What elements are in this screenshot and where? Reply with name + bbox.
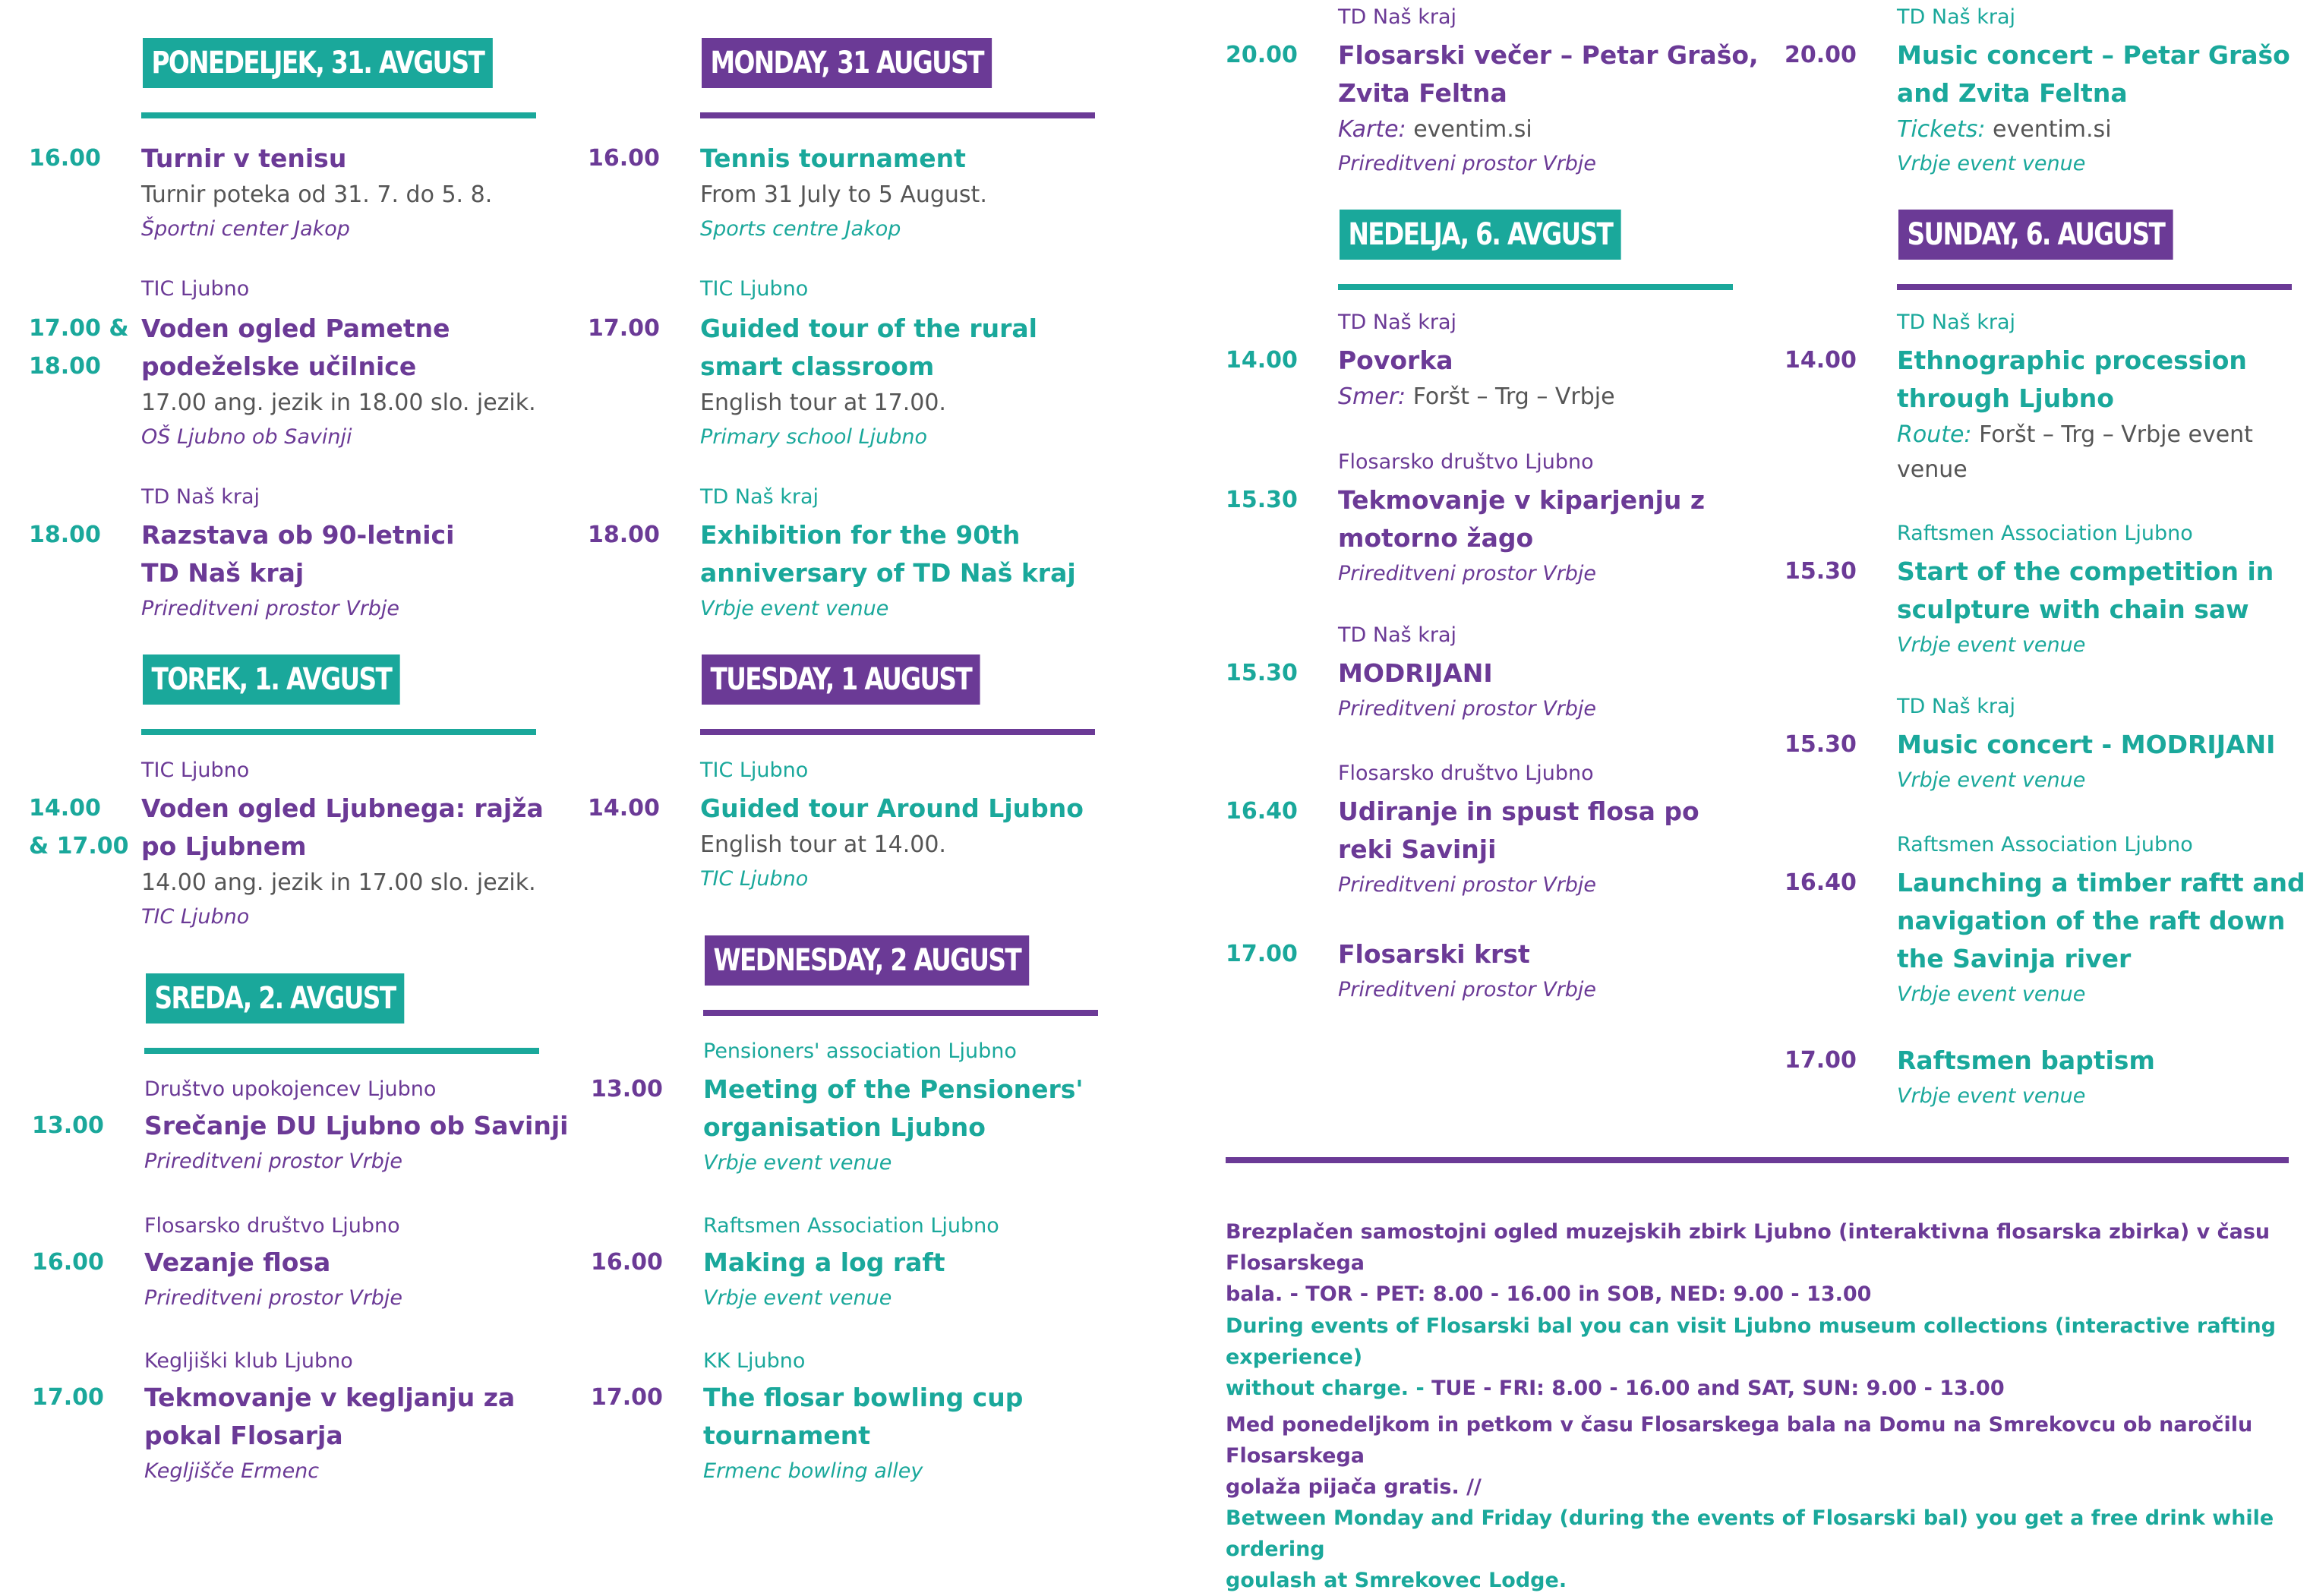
- footer-line: Med ponedeljkom in petkom v času Flosarskega bala na Domu na Smrekovcu ob naročilu Flosarskega: [1226, 1413, 2253, 1468]
- divider: [1338, 284, 1733, 290]
- event-organizer: Raftsmen Association Ljubno: [1897, 833, 2193, 856]
- footer-line: golaža pijača gratis. //: [1226, 1475, 1482, 1499]
- event: [700, 310, 1110, 454]
- event-title: Zvita Feltna: [1338, 78, 1507, 108]
- event-title: sculpture with chain saw: [1897, 595, 2249, 624]
- event-organizer: TD Naš kraj: [141, 485, 260, 509]
- event-title: anniversary of TD Naš kraj: [700, 558, 1076, 588]
- event-title: Flosarski krst: [1338, 939, 1530, 969]
- event-time: & 17.00: [29, 833, 129, 860]
- event: [144, 1107, 570, 1178]
- event: [703, 1071, 1128, 1180]
- event: [1338, 935, 1748, 1007]
- header-sl-sunday: NEDELJA, 6. AVGUST: [1340, 210, 1621, 260]
- event-title: Launching a timber raftt and: [1897, 868, 2305, 897]
- event-title: Raftsmen baptism: [1897, 1046, 2155, 1075]
- event-time: 20.00: [1785, 42, 1857, 68]
- event-organizer: Raftsmen Association Ljubno: [1897, 522, 2193, 545]
- event-title: Turnir v tenisu: [141, 144, 347, 173]
- route-value: Foršt – Trg – Vrbje: [1406, 383, 1615, 410]
- event-title: Tennis tournament: [700, 144, 966, 173]
- event: [1897, 864, 2307, 1011]
- event-organizer: Pensioners' association Ljubno: [703, 1039, 1017, 1063]
- tickets-value: eventim.si: [1985, 116, 2112, 143]
- event-time: 14.00: [588, 795, 660, 822]
- event-title: Flosarski večer – Petar Grašo,: [1338, 40, 1759, 70]
- event-organizer: Kegljiški klub Ljubno: [144, 1349, 353, 1373]
- event-title: navigation of the raft down: [1897, 906, 2286, 935]
- event-time: 15.30: [1226, 660, 1298, 686]
- event-organizer: Raftsmen Association Ljubno: [703, 1214, 999, 1238]
- divider: [144, 1048, 539, 1054]
- event-organizer: Flosarsko društvo Ljubno: [1338, 762, 1594, 785]
- tickets-value: eventim.si: [1406, 116, 1532, 143]
- event-time: 17.00: [1785, 1047, 1857, 1074]
- event-route: [1897, 418, 2307, 453]
- event-location: TIC Ljubno: [700, 867, 809, 891]
- event-title: organisation Ljubno: [703, 1112, 986, 1142]
- event: [141, 790, 566, 934]
- event-location: Prireditveni prostor Vrbje: [1338, 562, 1597, 585]
- event-desc: 14.00 ang. jezik in 17.00 slo. jezik.: [141, 869, 536, 896]
- event-title: and Zvita Feltna: [1897, 78, 2128, 108]
- event: [703, 1379, 1113, 1488]
- event-location: OŠ Ljubno ob Savinji: [141, 425, 352, 449]
- event: [144, 1244, 554, 1315]
- event-title: the Savinja river: [1897, 944, 2132, 973]
- event-time: 13.00: [32, 1112, 104, 1139]
- divider: [141, 729, 536, 735]
- event-title: through Ljubno: [1897, 383, 2114, 413]
- event: [700, 140, 1110, 246]
- event-location: Prireditveni prostor Vrbje: [1338, 152, 1597, 175]
- event-title: Voden ogled Ljubnega: rajža: [141, 793, 544, 823]
- footer-text: TUE - FRI: 8.00 - 16.00 and SAT, SUN: 9.00 - 13.00: [1431, 1377, 2005, 1400]
- event-title: TD Naš kraj: [141, 558, 305, 588]
- header-sl-wednesday: SREDA, 2. AVGUST: [146, 973, 404, 1024]
- event-route-continued: venue: [1897, 456, 1968, 483]
- event: [144, 1379, 554, 1488]
- event-organizer: TIC Ljubno: [141, 277, 250, 301]
- event: [1897, 726, 2307, 797]
- header-sl-monday: PONEDELJEK, 31. AVGUST: [143, 38, 493, 88]
- event-organizer: TD Naš kraj: [1338, 311, 1457, 334]
- event-tickets: [1338, 112, 1763, 147]
- divider: [700, 729, 1095, 735]
- event-title: Tekmovanje v kiparjenju z: [1338, 485, 1706, 515]
- event-organizer: KK Ljubno: [703, 1349, 806, 1373]
- event-time: 17.00: [588, 315, 660, 342]
- route-value: Foršt – Trg – Vrbje event: [1971, 421, 2253, 448]
- footer-line: goulash at Smrekovec Lodge.: [1226, 1569, 1567, 1592]
- event-organizer: Flosarsko društvo Ljubno: [144, 1214, 400, 1238]
- event-organizer: Društvo upokojencev Ljubno: [144, 1077, 437, 1101]
- event-title: Start of the competition in: [1897, 557, 2274, 586]
- event-title: Vezanje flosa: [144, 1247, 331, 1277]
- event-time: 18.00: [29, 353, 101, 380]
- event-title: MODRIJANI: [1338, 658, 1493, 688]
- event-title: Music concert – Petar Grašo: [1897, 40, 2290, 70]
- event-location: Vrbje event venue: [1897, 768, 2086, 792]
- event: [141, 310, 551, 454]
- footer-line: [1226, 1373, 2304, 1404]
- event-title: Guided tour Around Ljubno: [700, 793, 1084, 823]
- footer-text: without charge. -: [1226, 1377, 1432, 1400]
- event-desc: English tour at 14.00.: [700, 831, 946, 858]
- event-title: smart classroom: [700, 352, 935, 381]
- event: [1338, 342, 1748, 415]
- header-en-sunday: SUNDAY, 6. AUGUST: [1898, 210, 2173, 260]
- event-time: 16.00: [29, 145, 101, 172]
- event-location: Vrbje event venue: [703, 1151, 892, 1175]
- event-time: 20.00: [1226, 42, 1298, 68]
- event-time: 15.30: [1226, 487, 1298, 513]
- event-organizer: TIC Ljubno: [700, 277, 809, 301]
- event-title: po Ljubnem: [141, 831, 307, 861]
- event-title: tournament: [703, 1421, 871, 1450]
- event-organizer: TD Naš kraj: [1897, 5, 2016, 29]
- event-title: Meeting of the Pensioners': [703, 1074, 1084, 1104]
- event: [1338, 36, 1763, 181]
- event-route: [1338, 380, 1748, 415]
- event-time: 18.00: [588, 522, 660, 548]
- event-title: Ethnographic procession: [1897, 345, 2247, 375]
- event: [141, 140, 551, 246]
- event-time: 16.00: [32, 1249, 104, 1276]
- event-time: 14.00: [1226, 347, 1298, 374]
- header-en-tuesday: TUESDAY, 1 AUGUST: [702, 654, 980, 705]
- event: [1897, 342, 2307, 487]
- event: [141, 516, 551, 626]
- event: [1338, 481, 1763, 591]
- event-title: motorno žago: [1338, 523, 1534, 553]
- event-location: Kegljišče Ermenc: [144, 1459, 320, 1483]
- event-location: TIC Ljubno: [141, 905, 250, 929]
- event-location: Vrbje event venue: [1897, 983, 2086, 1006]
- event-title: Exhibition for the 90th: [700, 520, 1021, 550]
- event-title: Udiranje in spust flosa po: [1338, 796, 1699, 826]
- event-location: Prireditveni prostor Vrbje: [144, 1150, 403, 1173]
- event-location: Ermenc bowling alley: [703, 1459, 923, 1483]
- footer-museum-en: [1226, 1311, 2304, 1404]
- event-desc: From 31 July to 5 August.: [700, 181, 987, 208]
- tickets-label: Karte:: [1338, 116, 1406, 143]
- event-title: The flosar bowling cup: [703, 1383, 1024, 1412]
- event-title: pokal Flosarja: [144, 1421, 343, 1450]
- event-title: Voden ogled Pametne: [141, 314, 450, 343]
- event-location: Primary school Ljubno: [700, 425, 927, 449]
- event-title: Povorka: [1338, 345, 1453, 375]
- event-desc: Turnir poteka od 31. 7. do 5. 8.: [141, 181, 493, 208]
- event-title: Music concert - MODRIJANI: [1897, 730, 2276, 759]
- event-location: Prireditveni prostor Vrbje: [1338, 697, 1597, 721]
- event-location: Prireditveni prostor Vrbje: [1338, 873, 1597, 897]
- event-location: Prireditveni prostor Vrbje: [141, 597, 400, 620]
- event: [1338, 654, 1748, 726]
- footer-divider: [1226, 1157, 2289, 1163]
- event-location: Prireditveni prostor Vrbje: [144, 1286, 403, 1310]
- footer-line: Brezplačen samostojni ogled muzejskih zbirk Ljubno (interaktivna flosarska zbirka) v času Flosarskega: [1226, 1220, 2271, 1275]
- event-location: Vrbje event venue: [1897, 633, 2086, 657]
- header-en-wednesday: WEDNESDAY, 2 AUGUST: [705, 935, 1030, 986]
- event-time: 16.40: [1226, 798, 1298, 825]
- event-time: 17.00: [591, 1384, 663, 1411]
- event-location: Vrbje event venue: [703, 1286, 892, 1310]
- event-location: Sports centre Jakop: [700, 217, 901, 241]
- event-organizer: Flosarsko društvo Ljubno: [1338, 450, 1594, 474]
- event-organizer: TD Naš kraj: [1897, 695, 2016, 718]
- footer-museum-sl: [1226, 1216, 2304, 1310]
- event-time: 17.00 &: [29, 315, 129, 342]
- event: [700, 790, 1110, 896]
- event-organizer: TIC Ljubno: [141, 759, 250, 782]
- event-title: Guided tour of the rural: [700, 314, 1037, 343]
- divider: [1897, 284, 2292, 290]
- event: [700, 516, 1110, 626]
- event-desc: English tour at 17.00.: [700, 390, 946, 416]
- event-title: Razstava ob 90-letnici: [141, 520, 455, 550]
- event: [703, 1244, 1113, 1315]
- event-time: 16.40: [1785, 869, 1857, 896]
- event-tickets: [1897, 112, 2307, 147]
- event-location: Prireditveni prostor Vrbje: [1338, 978, 1597, 1001]
- event-time: 14.00: [1785, 347, 1857, 374]
- divider: [141, 112, 536, 118]
- event-title: podeželske učilnice: [141, 352, 417, 381]
- event-time: 16.00: [591, 1249, 663, 1276]
- event-time: 17.00: [32, 1384, 104, 1411]
- event-organizer: TD Naš kraj: [1897, 311, 2016, 334]
- event-organizer: TD Naš kraj: [700, 485, 819, 509]
- event-time: 15.30: [1785, 731, 1857, 758]
- header-en-monday: MONDAY, 31 AUGUST: [702, 38, 992, 88]
- event-organizer: TD Naš kraj: [1338, 5, 1457, 29]
- event: [1897, 553, 2307, 662]
- event: [1897, 36, 2307, 181]
- route-label: Smer:: [1338, 383, 1406, 410]
- event-desc: 17.00 ang. jezik in 18.00 slo. jezik.: [141, 390, 536, 416]
- footer-drink: [1226, 1409, 2304, 1596]
- event: [1897, 1042, 2307, 1113]
- event-location: Vrbje event venue: [700, 597, 889, 620]
- event-time: 16.00: [588, 145, 660, 172]
- footer-line: During events of Flosarski bal you can visit Ljubno museum collections (interactive rafting experience): [1226, 1314, 2277, 1369]
- event-title: reki Savinji: [1338, 834, 1497, 864]
- event: [1338, 793, 1763, 902]
- route-label: Route:: [1897, 421, 1972, 448]
- divider: [703, 1010, 1098, 1016]
- event-location: Športni center Jakop: [141, 217, 350, 241]
- header-sl-tuesday: TOREK, 1. AVGUST: [143, 654, 400, 705]
- event-time: 18.00: [29, 522, 101, 548]
- event-time: 17.00: [1226, 941, 1298, 967]
- event-time: 13.00: [591, 1076, 663, 1102]
- event-title: Tekmovanje v kegljanju za: [144, 1383, 516, 1412]
- divider: [700, 112, 1095, 118]
- event-time: 14.00: [29, 795, 101, 822]
- event-organizer: TD Naš kraj: [1338, 623, 1457, 647]
- footer-line: Between Monday and Friday (during the events of Flosarski bal) you get a free drink while ordering: [1226, 1506, 2274, 1561]
- event-location: Vrbje event venue: [1897, 152, 2086, 175]
- event-title: Making a log raft: [703, 1247, 945, 1277]
- tickets-label: Tickets:: [1897, 116, 1986, 143]
- footer-line: bala. - TOR - PET: 8.00 - 16.00 in SOB, NED: 9.00 - 13.00: [1226, 1282, 1872, 1306]
- event-time: 15.30: [1785, 558, 1857, 585]
- event-organizer: TIC Ljubno: [700, 759, 809, 782]
- event-location: Vrbje event venue: [1897, 1084, 2086, 1108]
- event-title: Srečanje DU Ljubno ob Savinji: [144, 1111, 569, 1140]
